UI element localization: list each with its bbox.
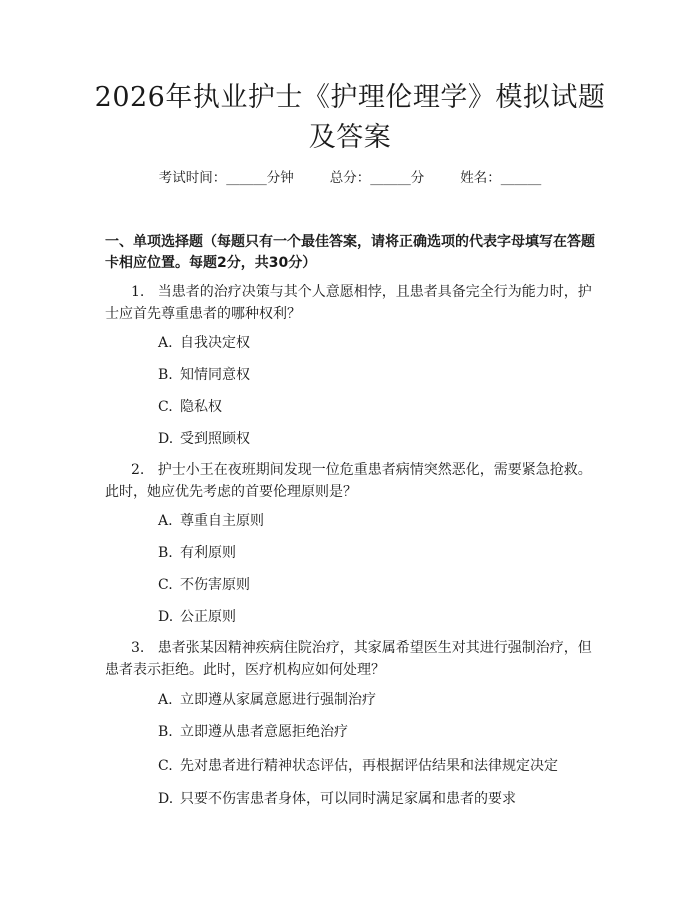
option-letter: A.: [158, 692, 173, 708]
option-2d: [158, 607, 598, 627]
option-letter: C.: [158, 399, 173, 415]
page-title: 2026年执业护士《护理伦理学》模拟试题及答案: [94, 82, 606, 153]
question-3: [105, 637, 602, 681]
option-3b: [158, 722, 598, 742]
question-1: [105, 281, 602, 325]
option-text: 先对患者进行精神状态评估，再根据评估结果和法律规定决定: [180, 758, 558, 774]
option-3d: [158, 789, 598, 809]
question-text: 护士小王在夜班期间发现一位危重患者病情突然恶化，需要紧急抢救。此时，她应优先考虑的首要伦理原则是？: [105, 462, 592, 500]
question-number: 1.: [131, 284, 145, 300]
question-text: 患者张某因精神疾病住院治疗，其家属希望医生对其进行强制治疗，但患者表示拒绝。此时，医疗机构应如何处理？: [105, 640, 592, 678]
question-number: 3.: [131, 640, 145, 656]
option-text: 只要不伤害患者身体，可以同时满足家属和患者的要求: [180, 791, 516, 807]
option-letter: C.: [158, 758, 173, 774]
option-text: 知情同意权: [180, 367, 250, 383]
exam-meta: [0, 168, 700, 188]
option-2b: [158, 543, 598, 563]
question-2: [105, 459, 602, 503]
option-letter: B.: [158, 367, 173, 383]
total-score-label: 总分：______分: [329, 170, 425, 186]
section-heading: 一、单项选择题（每题只有一个最佳答案，请将正确选项的代表字母填写在答题卡相应位置。每题2分，共30分）: [105, 234, 595, 271]
option-2a: [158, 511, 598, 531]
option-text: 立即遵从患者意愿拒绝治疗: [180, 724, 348, 740]
option-letter: B.: [158, 545, 173, 561]
option-letter: C.: [158, 577, 173, 593]
option-letter: D.: [158, 609, 174, 625]
option-text: 不伤害原则: [180, 577, 250, 593]
question-number: 2.: [131, 462, 145, 478]
option-text: 公正原则: [180, 609, 236, 625]
option-1c: [158, 397, 598, 417]
option-text: 隐私权: [180, 399, 222, 415]
option-letter: D.: [158, 431, 174, 447]
option-letter: A.: [158, 513, 173, 529]
option-2c: [158, 575, 598, 595]
option-letter: D.: [158, 791, 174, 807]
question-text: 当患者的治疗决策与其个人意愿相悖，且患者具备完全行为能力时，护士应首先尊重患者的哪种权利？: [105, 284, 592, 322]
option-letter: A.: [158, 335, 173, 351]
option-3c: [158, 756, 598, 776]
option-1d: [158, 429, 598, 449]
option-letter: B.: [158, 724, 173, 740]
exam-time-label: 考试时间：______分钟: [158, 170, 294, 186]
option-1b: [158, 365, 598, 385]
option-text: 自我决定权: [180, 335, 250, 351]
option-text: 尊重自主原则: [180, 513, 264, 529]
option-text: 受到照顾权: [180, 431, 250, 447]
option-text: 立即遵从家属意愿进行强制治疗: [180, 692, 376, 708]
option-3a: [158, 690, 598, 710]
option-1a: [158, 333, 598, 353]
name-label: 姓名：______: [460, 170, 542, 186]
option-text: 有利原则: [180, 545, 236, 561]
